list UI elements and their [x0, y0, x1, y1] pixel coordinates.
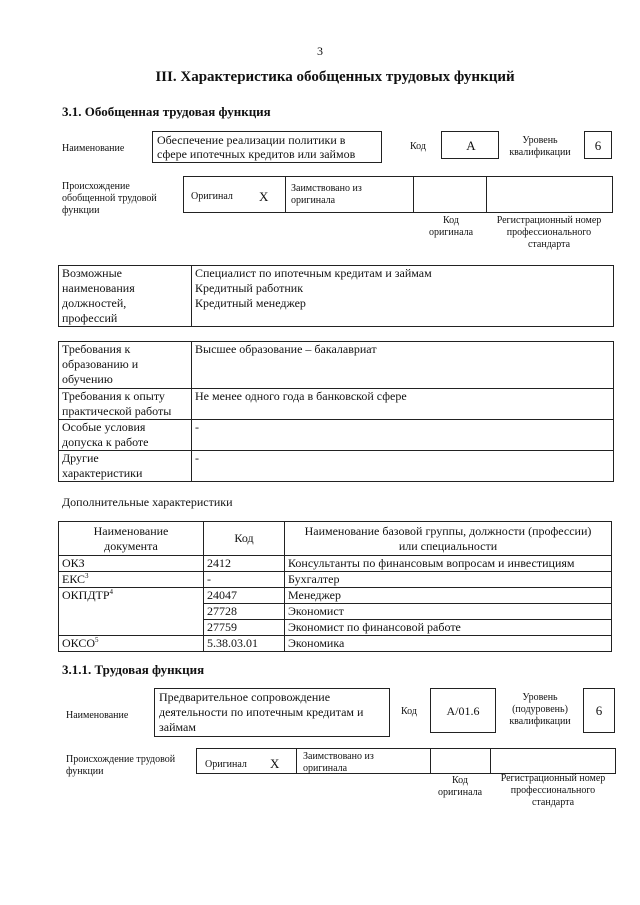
- req-label-line: обучению: [62, 372, 113, 386]
- positions-label: [59, 266, 192, 327]
- req-other-label: [59, 451, 192, 482]
- tf-reg-num-line: Регистрационный номер: [500, 773, 606, 784]
- tf-borrowed-line: Заимствовано из: [303, 751, 374, 762]
- row-name: Менеджер: [285, 588, 612, 604]
- footnote-mark: 4: [109, 588, 114, 596]
- gtf-original-label: Оригинал: [191, 191, 233, 202]
- gtf-origin-label-line: функции: [62, 205, 100, 216]
- gtf-level-label-line: Уровень: [522, 135, 558, 146]
- tf-reg-num-label: [490, 773, 616, 809]
- row-name: Экономист по финансовой работе: [285, 620, 612, 636]
- tf-code-orig-line: оригинала: [437, 787, 483, 798]
- row-code: 2412: [204, 556, 285, 572]
- table-row: [59, 588, 612, 604]
- req-experience-label: [59, 389, 192, 420]
- row-doc-text: ОКПДТР: [62, 588, 110, 602]
- additional-header-group: [285, 522, 612, 556]
- positions-label-line: профессий: [62, 311, 118, 325]
- gtf-level-value: 6: [594, 138, 602, 153]
- tf-level-box: [583, 688, 615, 733]
- row-doc: [59, 588, 204, 636]
- table-row: [59, 556, 612, 572]
- table-row: [59, 572, 612, 588]
- row-code: 27759: [204, 620, 285, 636]
- header-line: или специальности: [398, 538, 498, 553]
- tf-code-orig-line: Код: [452, 775, 468, 786]
- row-name: Бухгалтер: [285, 572, 612, 588]
- tf-name-line: деятельности по ипотечным кредитам и: [159, 705, 364, 719]
- tf-origin-box: [196, 748, 616, 774]
- tf-name-label: Наименование: [66, 710, 129, 721]
- gtf-code-orig-line: Код: [443, 215, 459, 226]
- footnote-mark: 5: [95, 636, 99, 644]
- footnote-mark: 3: [85, 572, 89, 580]
- tf-origin-label-line: функции: [66, 766, 104, 777]
- additional-table: [58, 521, 612, 652]
- gtf-borrowed-line: оригинала: [291, 195, 336, 206]
- position-item: Специалист по ипотечным кредитам и займам: [195, 266, 432, 280]
- tf-original-mark: X: [270, 756, 280, 771]
- additional-header-doc: [59, 522, 204, 556]
- tf-borrowed-line: оригинала: [303, 763, 348, 774]
- row-name: Консультанты по финансовым вопросам и инвестициям: [285, 556, 612, 572]
- tf-reg-num-line: профессионального: [510, 785, 596, 796]
- page-number: 3: [317, 44, 323, 58]
- positions-table: [58, 265, 614, 327]
- tf-origin-label: [66, 754, 175, 778]
- gtf-code-value: А: [466, 138, 476, 153]
- gtf-origin-label: [62, 181, 157, 217]
- gtf-code-label: Код: [410, 141, 426, 152]
- tf-heading: 3.1.1. Трудовая функция: [62, 662, 205, 677]
- tf-original-label: Оригинал: [205, 759, 247, 770]
- tf-code-label: Код: [401, 706, 417, 717]
- req-other-value: -: [192, 451, 614, 482]
- gtf-original-mark: X: [259, 189, 269, 204]
- req-education-label: [59, 342, 192, 389]
- req-label-line: допуска к работе: [62, 435, 149, 449]
- header-line: документа: [104, 538, 158, 553]
- gtf-name-label: Наименование: [62, 143, 125, 154]
- req-special-value: -: [192, 420, 614, 451]
- gtf-name-line: Обеспечение реализации политики в: [157, 133, 346, 147]
- req-experience-value: Не менее одного года в банковской сфере: [192, 389, 614, 420]
- req-label-line: образованию и: [62, 357, 139, 371]
- row-code: 24047: [204, 588, 285, 604]
- tf-borrowed-label: [303, 751, 374, 775]
- tf-level-label-line: Уровень: [522, 692, 558, 703]
- req-label-line: Особые условия: [62, 420, 146, 434]
- gtf-origin-label-line: Происхождение: [62, 181, 130, 192]
- gtf-level-box: [584, 131, 612, 159]
- tf-level-value: 6: [595, 703, 603, 718]
- row-doc-text: ЕКС: [62, 572, 86, 586]
- req-label-line: характеристики: [62, 466, 143, 480]
- row-name: Экономист: [285, 604, 612, 620]
- gtf-name-line: сфере ипотечных кредитов или займов: [157, 147, 356, 161]
- positions-label-line: наименования: [62, 281, 135, 295]
- row-doc: [59, 556, 204, 572]
- tf-level-label-line: квалификации: [509, 716, 571, 727]
- row-doc-text: ОКСО: [62, 636, 96, 650]
- position-item: Кредитный менеджер: [195, 296, 306, 310]
- gtf-origin-box: [183, 176, 613, 213]
- gtf-heading: 3.1. Обобщенная трудовая функция: [62, 104, 271, 119]
- additional-header-code: Код: [204, 522, 285, 556]
- row-doc-text: ОКЗ: [62, 556, 85, 570]
- tf-level-label-line: (подуровень): [512, 704, 568, 715]
- tf-code-box: [430, 688, 496, 733]
- req-special-label: [59, 420, 192, 451]
- tf-level-label: [500, 692, 580, 728]
- tf-reg-num-line: стандарта: [531, 797, 575, 808]
- row-doc: [59, 636, 204, 652]
- positions-label-line: Возможные: [62, 266, 122, 280]
- row-code: -: [204, 572, 285, 588]
- gtf-level-label-line: квалификации: [509, 147, 571, 158]
- header-line: Наименование: [93, 523, 169, 538]
- row-doc: [59, 572, 204, 588]
- tf-origin-label-line: Происхождение трудовой: [66, 754, 176, 765]
- gtf-reg-num-line: профессионального: [506, 227, 592, 238]
- position-item: Кредитный работник: [195, 281, 304, 295]
- positions-values: [192, 266, 614, 327]
- gtf-code-box: [441, 131, 499, 159]
- tf-name-line: Предварительное сопровождение: [159, 690, 331, 704]
- gtf-reg-num-line: стандарта: [527, 239, 571, 250]
- req-label-line: Требования к: [62, 342, 131, 356]
- gtf-reg-num-label: [486, 215, 612, 251]
- additional-title: Дополнительные характеристики: [62, 495, 233, 509]
- req-label-line: Требования к опыту: [62, 389, 165, 403]
- req-label-line: Другие: [62, 451, 99, 465]
- gtf-borrowed-line: Заимствовано из: [291, 183, 362, 194]
- gtf-code-orig-line: оригинала: [428, 227, 474, 238]
- row-name: Экономика: [285, 636, 612, 652]
- gtf-code-orig-label: [416, 215, 486, 239]
- gtf-level-label: [504, 135, 576, 159]
- row-code: 27728: [204, 604, 285, 620]
- table-row: [59, 636, 612, 652]
- gtf-borrowed-label: [291, 183, 362, 207]
- req-education-value: Высшее образование – бакалавриат: [192, 342, 614, 389]
- gtf-origin-label-line: обобщенной трудовой: [62, 193, 157, 204]
- header-line: Наименование базовой группы, должности (профессии): [304, 523, 592, 538]
- req-label-line: практической работы: [62, 404, 172, 418]
- row-code: 5.38.03.01: [204, 636, 285, 652]
- gtf-name-box: [152, 131, 382, 163]
- tf-name-box: [154, 688, 390, 737]
- gtf-reg-num-line: Регистрационный номер: [496, 215, 602, 226]
- positions-label-line: должностей,: [62, 296, 127, 310]
- tf-name-line: займам: [159, 720, 196, 734]
- requirements-table: [58, 341, 614, 482]
- section-title: III. Характеристика обобщенных трудовых функций: [155, 69, 515, 85]
- tf-code-orig-label: [426, 775, 494, 799]
- tf-code-value: А/01.6: [446, 704, 480, 718]
